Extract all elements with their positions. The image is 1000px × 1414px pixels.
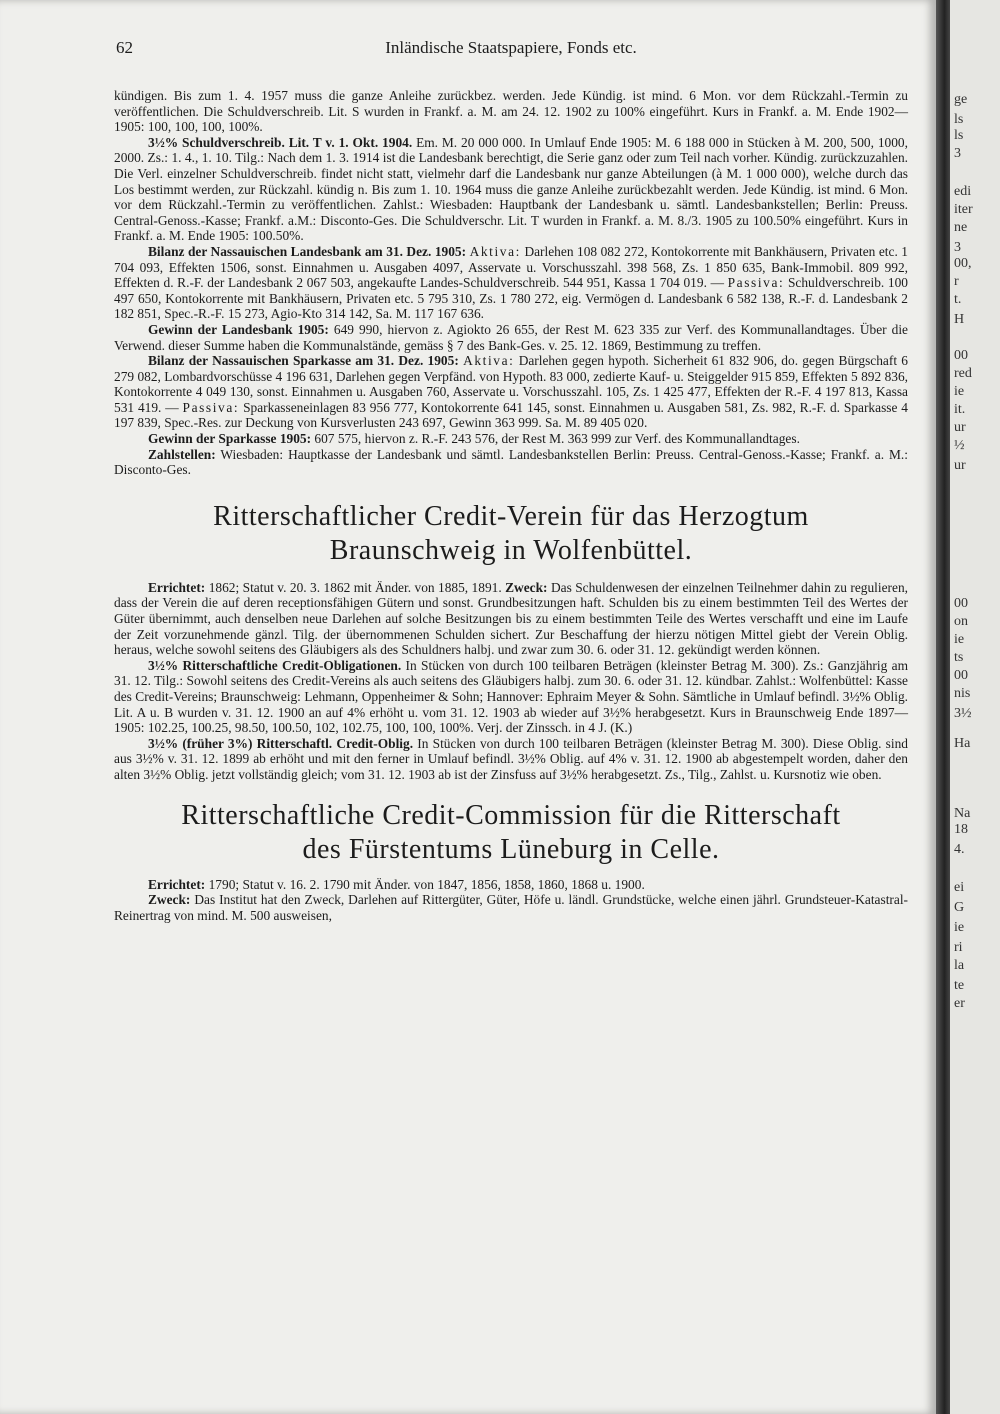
- paragraph-landesbank-profit: [114, 322, 908, 353]
- adjacent-page-fragment: 3: [954, 146, 961, 161]
- page-number: 62: [116, 38, 133, 57]
- adjacent-page-fragment: ½: [954, 438, 965, 453]
- paragraph-text: Schuldverschreib. 100 497 650, Kontokorrente mit Bankhäusern, Privaten etc. 5 795 310, Zs. 1 780 272, eig. Vermögen d. Landesbank 6 582 138, R.-F. d. Landesbank 2 182 851, Spec.-R.-F. 15 273, Agio-Kto 314 142, Sa. M. 117 167 636.: [114, 275, 908, 322]
- adjacent-page-fragment: ur: [954, 458, 966, 473]
- adjacent-page-fragment: r: [954, 274, 959, 289]
- heading-line: Braunschweig in Wolfenbüttel.: [329, 534, 693, 566]
- adjacent-page-fragment: 00: [954, 596, 968, 611]
- paragraph-credit-oblig: [114, 736, 908, 783]
- adjacent-page-fragment: it.: [954, 402, 966, 417]
- adjacent-page-fragment: 00: [954, 668, 968, 683]
- aktiva-label: Aktiva:: [469, 243, 521, 259]
- zweck-label: Zweck:: [148, 892, 191, 908]
- heading-line: des Fürstentums Lüneburg in Celle.: [302, 833, 720, 865]
- errichtet-label: Errichtet:: [148, 876, 206, 892]
- adjacent-page-fragment: ne: [954, 220, 968, 235]
- paragraph-zweck: [114, 892, 908, 923]
- page-header: [116, 30, 906, 60]
- paragraph-text: 1862; Statut v. 20. 3. 1862 mit Änder. von 1885, 1891.: [205, 579, 506, 595]
- bond-heading: 3½% (früher 3%) Ritterschaftl. Credit-Oblig.: [148, 735, 414, 751]
- passiva-label: Passiva:: [727, 275, 785, 291]
- paragraph-sparkasse-profit: [114, 431, 908, 447]
- paragraph-text: 1790; Statut v. 16. 2. 1790 mit Änder. von 1847, 1856, 1858, 1860, 1868 u. 1900.: [205, 876, 645, 892]
- adjacent-page-fragment: ie: [954, 632, 965, 647]
- paragraph-credit-obligationen: [114, 658, 908, 736]
- section-heading-lueneburg: [114, 799, 908, 867]
- paragraph-landesbank-balance: [114, 244, 908, 322]
- bond-heading: 3½% Ritterschaftliche Credit-Obligationen.: [148, 657, 402, 673]
- paragraph-text: Em. M. 20 000 000. In Umlauf Ende 1905: M. 6 188 000 in Stücken à M. 200, 500, 1000, 2000. Zs.: 1. 4., 1. 10. Tilg.: Nach dem 1. 3. 1914 ist die Landesbank berechtigt, die Serie ganz oder zum Teil nach vorher. Kündig. zurückzuzahlen. Die Verl. einzelner Schuldverschreib. findet nicht statt, vielmehr darf die Landesbank nur ganze Abteilungen (à M. 1 000 000), welche durch das Los bestimmt werden, zur Rückzahl. kündig n. Bis zum 1. 10. 1964 muss die ganze Anleihe zurückbezahlt werden. Jede Kündig. ist mind. 6 Mon. vor dem Rückzahl.-Termin zu veröffentlichen. Zahlst.: Wiesbaden: Hauptbank der Landesbank u. sämtl. Landesbankstellen; Berlin: Preuss. Central-Genoss.-Kasse; Frankf. a.M.: Disconto-Ges. Die Schuldverschr. Lit. T wurden in Frankf. a. M. 8./3. 1905 zu 100.50% eingeführt. Kurs in Frankf. a. M. Ende 1905: 100.50%.: [114, 134, 908, 244]
- adjacent-page-fragment: ur: [954, 420, 966, 435]
- running-title: Inländische Staatspapiere, Fonds etc.: [385, 38, 637, 57]
- adjacent-page-fragment: H: [954, 312, 965, 327]
- adjacent-page-fragment: t.: [954, 292, 962, 307]
- adjacent-page-fragment: ls: [954, 128, 964, 143]
- paragraph-text: Sparkasseneinlagen 83 956 777, Kontokorrente 641 145, sonst. Einnahmen u. Ausgaben 581, Zs. 982, R.-F. d. Sparkasse 4 197 839, Spec.-Res. zur Deckung von Kursverlusten 243 697, Gewinn 363 999. Sa. M. 89 405 020.: [114, 399, 909, 431]
- paragraph-text: Wiesbaden: Hauptkasse der Landesbank und sämtl. Landesbankstellen Berlin: Preuss. Central-Genoss.-Kasse; Frankf. a. M.: Disconto-Ges.: [114, 446, 908, 478]
- adjacent-page-fragment: nis: [954, 686, 971, 701]
- adjacent-page-fragment: te: [954, 978, 965, 993]
- adjacent-page-fragment: iter: [954, 202, 973, 217]
- adjacent-page-fragment: 4.: [954, 842, 965, 857]
- adjacent-page-fragment: 18: [954, 822, 968, 837]
- adjacent-page-fragment: Na: [954, 806, 971, 821]
- paragraph-text: Das Schuldenwesen der einzelnen Teilnehmer dahin zu regulieren, dass der Verein die auf deren receptionsfähigen Gütern und sonst. Grundbesitzungen haft. Schulden bis zu einem bestimmten Teil des Wertes der Güter übernimmt, auch denselben neue Darlehen auf solche Besitzungen bis zu einem bestimmten Teile des Wertes verschafft und eine im Laufe der Zeit vorzunehmende gänzl. Tilg. der übernommenen Schulden sichert. Zur Beschaffung der hierzu nötigen Mittel giebt der Verein Oblig. heraus, welche sowohl seitens des Gläubigers als des Schuldners halbj. und zwar zum 30. 6. oder 31. 12. gekündigt werden können.: [114, 579, 908, 658]
- paragraph-sparkasse-balance: [114, 353, 908, 431]
- paragraph-continuation: kündigen. Bis zum 1. 4. 1957 muss die ganze Anleihe zurückbez. werden. Jede Kündig. ist mind. 6 Mon. vor dem Rückzahl.-Termin zu veröffentlichen. Die Schuldverschreib. Lit. S wurden in Frankf. a. M. am 24. 12. 1902 zu 100% eingeführt. Kurs in Frankf. a. M. Ende 1902—1905: 100, 100, 100, 100%.: [114, 88, 908, 135]
- paragraph-text: Darlehen 108 082 272, Kontokorrente mit Bankhäusern, Privaten etc. 1 704 093, Effekten 1506, sonst. Einnahmen u. Ausgaben 4097, Asservate u. Vorschusszahl. 398 568, Zs. 1 850 635, Bank-Immobil. 809 992, Effekten d. R.-F. der Landesbank 2 067 503, angekaufte Landes-Schuldverschreib. 544 951, Kassa 1 704 019. —: [114, 243, 908, 291]
- book-gutter: [936, 0, 950, 1414]
- adjacent-page-fragment: edi: [954, 184, 972, 199]
- balance-heading: Bilanz der Nassauischen Sparkasse am 31. Dez. 1905:: [148, 353, 459, 369]
- heading-line: Ritterschaftlicher Credit-Verein für das Herzogtum: [213, 500, 809, 532]
- heading-line: Ritterschaftliche Credit-Commission für die Ritterschaft: [181, 799, 841, 831]
- adjacent-page-fragment: 3: [954, 240, 961, 255]
- adjacent-page-fragment: ri: [954, 940, 963, 955]
- paragraph-errichtet: [114, 877, 908, 893]
- adjacent-page-fragment: la: [954, 958, 965, 973]
- adjacent-page-fragment: ie: [954, 384, 965, 399]
- zweck-label: Zweck:: [505, 579, 548, 595]
- paragraph-errichtet: [114, 580, 908, 658]
- adjacent-page-fragment: er: [954, 996, 965, 1011]
- paragraph-lit-t: [114, 135, 908, 244]
- adjacent-page-fragment: red: [954, 366, 972, 381]
- page-content: [114, 88, 908, 923]
- paragraph-text: In Stücken von durch 100 teilbaren Beträgen (kleinster Betrag M. 300). Zs.: Ganzjährig am 31. 12. Tilg.: Sowohl seitens des Credit-Vereins als auch seitens des Gläubigers halbj. zum 30. 6. oder 31. 12. kündbar. Zahlst.: Wolfenbüttel: Kasse des Credit-Vereins; Braunschweig: Lehmann, Oppenheimer & Sohn; Hannover: Ephraim Meyer & Sohn. Sämtliche in Umlauf befindl. 3½% Oblig. Lit. A u. B wurden v. 31. 12. 1900 an auf 4% erhöht u. vom 31. 12. 1903 ab wieder auf 3½% herabgesetzt. Kurs in Braunschweig Ende 1897—1905: 102.25, 100.25, 98.50, 100.50, 102, 102.75, 100, 100, 100%. Verj. der Zinssch. in 4 J. (K.): [114, 657, 908, 736]
- zahlstellen-heading: Zahlstellen:: [148, 446, 216, 462]
- adjacent-page-fragment: ei: [954, 880, 965, 895]
- adjacent-page-fragment: ls: [954, 112, 964, 127]
- paragraph-text: Darlehen gegen hypoth. Sicherheit 61 832 906, do. gegen Bürgschaft 6 279 082, Lombardvorschüsse 4 196 631, Darlehen gegen Verpfänd. von Hypoth. 83 000, zedierte Kauf- u. Steiggelder 915 859, Effekten 5 892 836, Kontokorrente 4 049 130, sonst. Einnahmen u. Ausgaben 760, Asservate u. Vorschusszahl. 105, Zs. 1 425 477, Effekten der R.-F. 4 197 813, Kassa 531 419. —: [114, 353, 908, 415]
- passiva-label: Passiva:: [182, 399, 240, 415]
- adjacent-page-fragment: ge: [954, 92, 968, 107]
- adjacent-page-fragment: G: [954, 900, 965, 915]
- aktiva-label: Aktiva:: [463, 353, 515, 369]
- adjacent-page-fragment: 3½: [954, 706, 972, 721]
- profit-heading: Gewinn der Landesbank 1905:: [148, 321, 329, 337]
- bond-heading: 3½% Schuldverschreib. Lit. T v. 1. Okt. 1904.: [148, 134, 413, 150]
- adjacent-page-fragment: 00: [954, 348, 968, 363]
- adjacent-page-fragment: ie: [954, 920, 965, 935]
- section-heading-braunschweig: [114, 500, 908, 568]
- profit-heading: Gewinn der Sparkasse 1905:: [148, 431, 312, 447]
- adjacent-page-fragment: on: [954, 614, 968, 629]
- adjacent-page-fragment: ts: [954, 650, 964, 665]
- adjacent-page-edge: [950, 0, 1000, 1414]
- paragraph-text: 649 990, hiervon z. Agiokto 26 655, der Rest M. 623 335 zur Verf. des Kommunallandtages. Über die Verwend. dieser Summe haben die Kommunalstände, gemäss § 7 des Bank-Ges. v. 25. 12. 1869, Bestimmung zu treffen.: [114, 321, 908, 353]
- paragraph-text: 607 575, hiervon z. R.-F. 243 576, der Rest M. 363 999 zur Verf. des Kommunallandtages.: [311, 431, 800, 447]
- paragraph-text: In Stücken von durch 100 teilbaren Beträgen (kleinster Betrag M. 300). Diese Oblig. sind aus 3½% v. 31. 12. 1899 ab erhöht und mit den ferner in Umlauf befindl. 3½% Oblig. auf 4% v. 31. 12. 1900 ab abgestempelt worden, daher den alten 3½% Oblig. jetzt vollständig gleich; vom 31. 12. 1903 ab ist der Zinsfuss auf 3½% herabgesetzt. Zs., Tilg., Zahlst. u. Kursnotiz wie oben.: [114, 735, 908, 782]
- paragraph-text: Das Institut hat den Zweck, Darlehen auf Rittergüter, Güter, Höfe u. ländl. Grundstücke, welche einen jährl. Grundsteuer-Katastral-Reinertrag von mind. M. 500 ausweisen,: [114, 892, 908, 923]
- paragraph-zahlstellen: [114, 447, 908, 478]
- balance-heading: Bilanz der Nassauischen Landesbank am 31. Dez. 1905:: [148, 243, 467, 259]
- adjacent-page-fragment: 00,: [954, 256, 972, 271]
- adjacent-page-fragment: Ha: [954, 736, 971, 751]
- errichtet-label: Errichtet:: [148, 579, 206, 595]
